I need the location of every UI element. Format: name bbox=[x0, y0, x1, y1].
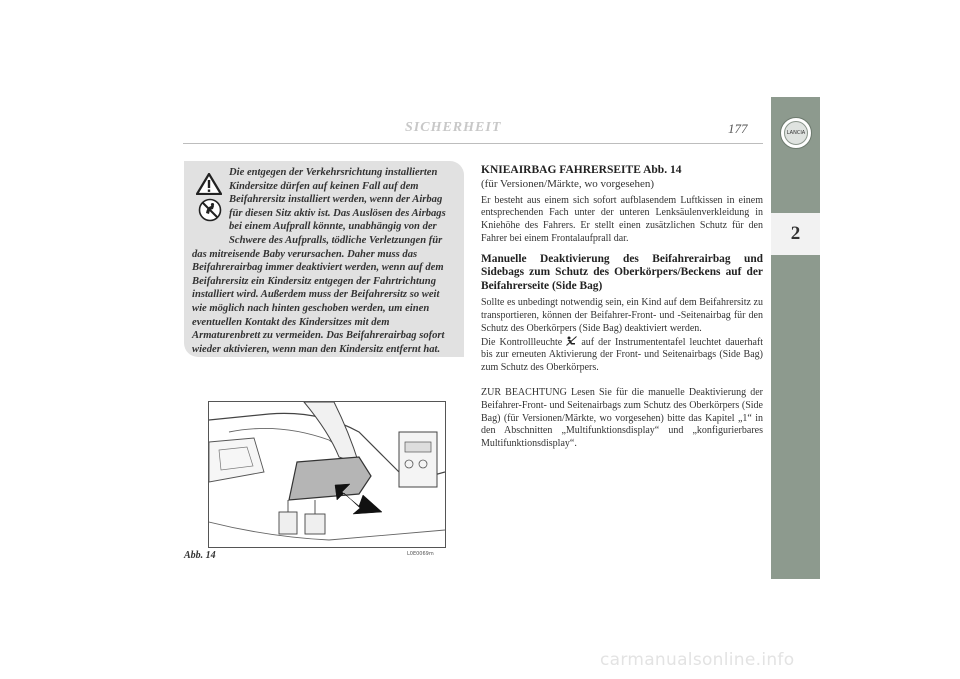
passenger-airbag-off-icon bbox=[566, 336, 577, 346]
warning-box bbox=[184, 161, 464, 357]
warning-text bbox=[192, 166, 456, 356]
source-watermark: carmanualsonline.info bbox=[600, 650, 795, 670]
knee-airbag-body: Er besteht aus einem sich sofort aufblasendem Luftkissen in einem entsprechenden Fach unter der unteren Lenksäulenverkleidung in Kniehöhe des Fahrers. Er stellt einen zusätzlichen Schutz für den Fahrer bei einem Frontalaufprall dar. bbox=[481, 194, 763, 244]
knee-airbag-subtitle: (für Versionen/Märkte, wo vorgesehen) bbox=[481, 177, 655, 190]
figure-abb-14 bbox=[208, 401, 446, 548]
manual-deactivation-note: ZUR BEACHTUNG Lesen Sie für die manuelle Deaktivierung der Beifahrer-Front- und Seitenairbags zum Schutz des Oberkörpers (Side Bag) (für Versionen/Märkte, wo vorgesehen) bitte das Kapitel „1“ in den Abschnitten „Multifunktionsdisplay“ und „konfigurierbares Multifunktionsdisplay“. bbox=[481, 387, 763, 450]
knee-airbag-section bbox=[481, 164, 763, 246]
figure-label: Abb. 14 bbox=[184, 550, 216, 561]
brand-logo-emblem: LANCIA bbox=[784, 121, 808, 145]
knee-airbag-illustration bbox=[209, 402, 445, 547]
manual-deactivation-body2 bbox=[481, 336, 763, 375]
figure-code: L0E0069m bbox=[407, 551, 434, 557]
body2-after-icon: auf der Instrumententafel leuchtet dauerhaft bis zur erneuten Aktivierung der Front- und Seitenairbags (Side Bag) zum Schutz des Oberkörpers. bbox=[481, 336, 763, 374]
page-header-title: SICHERHEIT bbox=[405, 120, 502, 135]
chapter-number: 2 bbox=[771, 213, 820, 255]
brand-logo bbox=[780, 117, 812, 149]
header-rule bbox=[183, 143, 763, 144]
manual-deactivation-title: Manuelle Deaktivierung des Beifahrerairbag und Sidebags zum Schutz des Oberkörpers/Beckens auf der Beifahrerseite (Side Bag) bbox=[481, 253, 763, 292]
chapter-side-tab bbox=[771, 97, 820, 579]
manual-deactivation-section bbox=[481, 253, 763, 451]
manual-deactivation-body1: Sollte es unbedingt notwendig sein, ein Kind auf dem Beifahrersitz zu transportieren, können der Beifahrer-Front- und -Seitenairbag für den Schutz des Oberkörpers (Side Bag) deaktiviert werden. bbox=[481, 297, 763, 334]
body2-before-icon: Die Kontrollleuchte bbox=[481, 336, 563, 348]
warning-text-content: Die entgegen der Verkehrsrichtung installierten Kindersitze dürfen auf keinen Fall auf dem Beifahrersitz installiert werden, wenn der Airbag für diesen Sitz aktiv ist. Das Auslösen des Airbags bei einem Aufprall könnte, unabhängig von der Schwere des Aufpralls, tödliche Verletzungen für das mitreisende Baby verursachen. Daher muss das Beifahrerairbag immer deaktiviert werden, wenn auf dem Beifahrersitz ein Kindersitz entgegen der Fahrtrichtung installiert wird. Außerdem muss der Beifahrersitz so weit wie möglich nach hinten geschoben werden, um einen eventuellen Kontakt des Kindersitzes mit dem Armaturenbrett zu vermeiden. Das Beifahrerairbag sofort wieder aktivieren, wenn man den Kindersitz entfernt hat. bbox=[192, 167, 446, 355]
page-number: 177 bbox=[728, 121, 748, 136]
knee-airbag-title: KNIEAIRBAG FAHRERSEITE Abb. 14 bbox=[481, 164, 682, 176]
